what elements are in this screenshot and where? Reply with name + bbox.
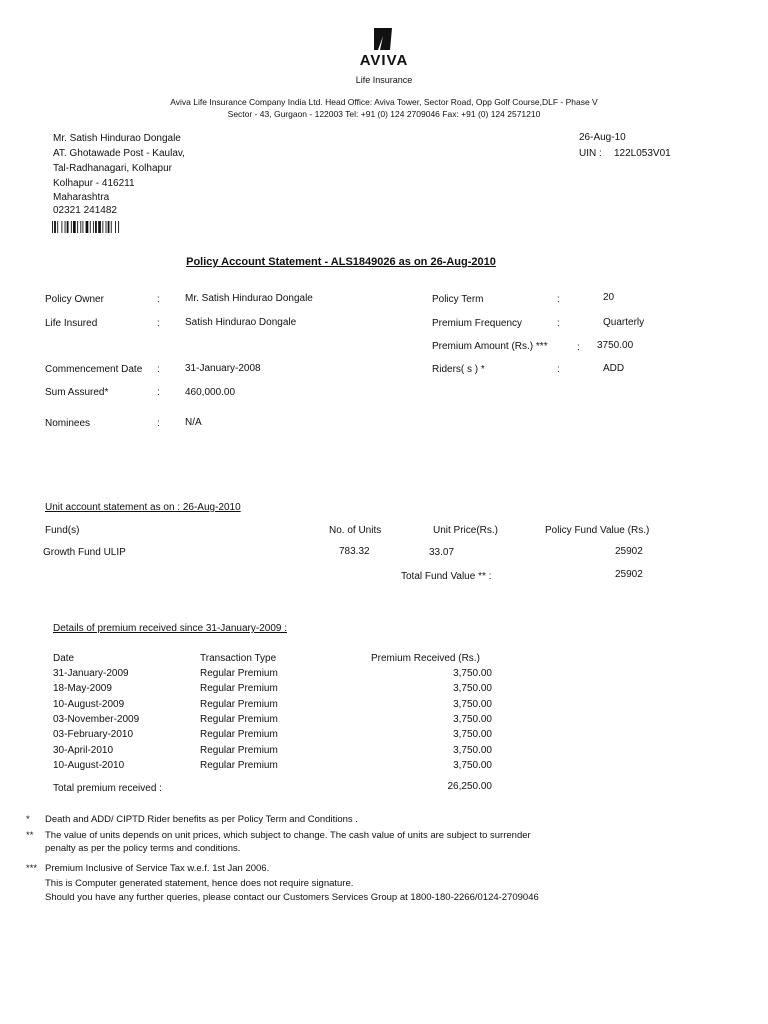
premium-transaction-type: Regular Premium — [200, 699, 278, 710]
footnote-unit-value: The value of units depends on unit prices, which subject to change. The cash value of units are subject to surrender — [45, 830, 531, 841]
premium-transaction-type: Regular Premium — [200, 668, 278, 679]
col-header-date: Date — [53, 653, 75, 664]
sum-assured-label: Sum Assured* — [45, 387, 109, 398]
colon: : — [157, 364, 160, 375]
premium-date: 10-August-2010 — [53, 760, 125, 771]
footnote-marker: ** — [26, 830, 34, 841]
riders-value: ADD — [603, 363, 625, 374]
footnote-unit-value-cont: penalty as per the policy terms and conditions. — [45, 843, 241, 854]
page-title: Policy Account Statement - ALS1849026 as on 26-Aug-2010 — [186, 256, 496, 268]
fund-units: 783.32 — [339, 546, 370, 557]
colon: : — [557, 294, 560, 305]
premium-transaction-type: Regular Premium — [200, 714, 278, 725]
life-insured-value: Satish Hindurao Dongale — [185, 317, 297, 328]
col-header-units: No. of Units — [329, 525, 382, 536]
premium-date: 30-April-2010 — [53, 745, 114, 756]
footnote-service-tax: Premium Inclusive of Service Tax w.e.f. 1st Jan 2006. — [45, 863, 270, 874]
barcode-icon — [52, 221, 146, 233]
premium-frequency-value: Quarterly — [603, 317, 645, 328]
address-line: AT. Ghotawade Post - Kaulav, — [53, 148, 185, 159]
premium-transaction-type: Regular Premium — [200, 745, 278, 756]
premium-amount: 3,750.00 — [453, 668, 492, 679]
col-header-fund: Fund(s) — [45, 525, 80, 536]
premium-date: 18-May-2009 — [53, 683, 112, 694]
total-fund-value-label: Total Fund Value ** : — [401, 571, 492, 582]
col-header-premium-received: Premium Received (Rs.) — [371, 653, 480, 664]
nominees-label: Nominees — [45, 418, 91, 429]
premium-details-heading: Details of premium received since 31-January-2009 : — [53, 623, 287, 634]
col-header-transaction-type: Transaction Type — [200, 653, 277, 664]
premium-amount: 3,750.00 — [453, 714, 492, 725]
recipient-address — [53, 131, 185, 217]
premium-date: 31-January-2009 — [53, 668, 129, 679]
premium-amount-value: 3750.00 — [597, 340, 634, 351]
unit-account-heading: Unit account statement as on : 26-Aug-2010 — [45, 502, 241, 513]
fund-name: Growth Fund ULIP — [43, 547, 126, 558]
aviva-logo-icon — [372, 28, 394, 50]
fund-unit-price: 33.07 — [429, 547, 455, 558]
riders-label: Riders( s ) * — [432, 364, 485, 375]
commencement-date-value: 31-January-2008 — [185, 363, 261, 374]
logo-subtitle: Life Insurance — [355, 75, 413, 85]
total-premium-value: 26,250.00 — [447, 781, 492, 792]
premium-date: 10-August-2009 — [53, 699, 125, 710]
premium-amount: 3,750.00 — [453, 683, 492, 694]
premium-transaction-type: Regular Premium — [200, 760, 278, 771]
company-contact-line: Sector - 43, Gurgaon - 122003 Tel: +91 (0) 124 2709046 Fax: +91 (0) 124 2571210 — [227, 109, 541, 119]
policy-term-value: 20 — [603, 292, 615, 303]
uin-value: 122L053V01 — [614, 148, 671, 159]
address-line: 02321 241482 — [53, 205, 117, 216]
commencement-date-label: Commencement Date — [45, 364, 143, 375]
premium-amount: 3,750.00 — [453, 760, 492, 771]
colon: : — [557, 318, 560, 329]
premium-amount: 3,750.00 — [453, 699, 492, 710]
life-insured-label: Life Insured — [45, 318, 98, 329]
colon: : — [577, 342, 580, 353]
footnote-marker: * — [26, 814, 30, 825]
policy-term-label: Policy Term — [432, 294, 484, 305]
address-line: Tal-Radhanagari, Kolhapur — [53, 163, 172, 174]
footnote-marker: *** — [26, 863, 38, 874]
policy-owner-value: Mr. Satish Hindurao Dongale — [185, 293, 313, 304]
premium-amount: 3,750.00 — [453, 745, 492, 756]
premium-transaction-type: Regular Premium — [200, 683, 278, 694]
address-line: Maharashtra — [53, 192, 110, 203]
col-header-fund-value: Policy Fund Value (Rs.) — [545, 525, 650, 536]
col-header-unit-price: Unit Price(Rs.) — [433, 525, 499, 536]
colon: : — [557, 364, 560, 375]
premium-date: 03-November-2009 — [53, 714, 140, 725]
statement-date: 26-Aug-10 — [579, 132, 626, 143]
colon: : — [157, 418, 160, 429]
colon: : — [157, 294, 160, 305]
total-premium-label: Total premium received : — [53, 783, 162, 794]
footnote-rider: Death and ADD/ CIPTD Rider benefits as per Policy Term and Conditions . — [45, 814, 358, 825]
total-fund-value: 25902 — [615, 569, 643, 580]
address-line: Kolhapur - 416211 — [53, 178, 135, 189]
sum-assured-value: 460,000.00 — [185, 387, 236, 398]
fund-value: 25902 — [615, 546, 643, 557]
premium-transaction-type: Regular Premium — [200, 729, 278, 740]
uin-label: UIN : — [579, 148, 602, 159]
company-address-line: Aviva Life Insurance Company India Ltd. Head Office: Aviva Tower, Sector Road, Opp Golf Course,DLF - Phase V — [170, 97, 598, 107]
premium-frequency-label: Premium Frequency — [432, 318, 523, 329]
colon: : — [157, 318, 160, 329]
premium-amount: 3,750.00 — [453, 729, 492, 740]
colon: : — [157, 387, 160, 398]
footnote-computer-generated: This is Computer generated statement, hence does not require signature. — [45, 878, 354, 889]
premium-amount-label: Premium Amount (Rs.) *** — [432, 341, 548, 352]
logo-text: AVIVA — [359, 52, 409, 69]
address-line: Mr. Satish Hindurao Dongale — [53, 133, 181, 144]
policy-owner-label: Policy Owner — [45, 294, 104, 305]
footnote-contact: Should you have any further queries, please contact our Customers Services Group at 1800-180-2266/0124-2709046 — [45, 892, 539, 903]
nominees-value: N/A — [185, 417, 202, 428]
premium-date: 03-February-2010 — [53, 729, 134, 740]
